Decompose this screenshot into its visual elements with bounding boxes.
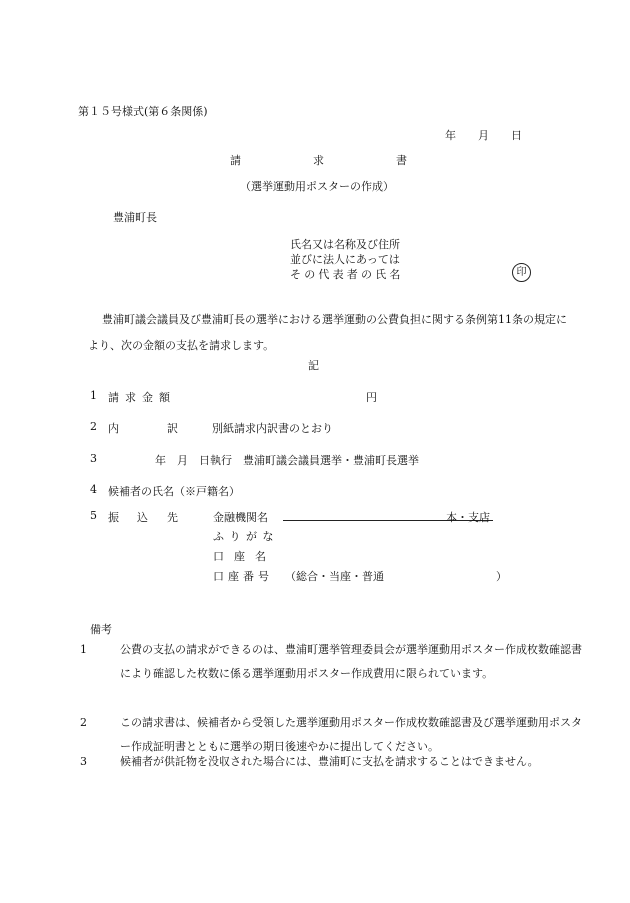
account-type-options: （総合・当座・普通 <box>285 570 384 583</box>
notes-heading: 備考 <box>90 623 112 636</box>
note-3-text: 候補者が供託物を没収された場合には、豊浦町に支払を請求することはできません。 <box>120 755 539 768</box>
note-2-text: この請求書は、候補者から受領した選挙運動用ポスター作成枚数確認書及び選挙運動用ポスター作成証明書とともに選挙の期日後速やかに提出してください。 <box>120 716 582 753</box>
item-1-number: 1 <box>90 389 97 402</box>
item-2-label-a: 内 <box>108 422 119 435</box>
item-2-number: 2 <box>90 420 97 433</box>
date-day: 日 <box>511 129 522 142</box>
request-body-text: 豊浦町議会議員及び豊浦町長の選挙における選挙運動の公費負担に関する条例第11条の規定により、次の金額の支払を請求します。 <box>88 313 567 352</box>
item-5-label-b: 込 <box>137 511 148 524</box>
item-2-label-b: 訳 <box>167 422 178 435</box>
applicant-line-3: その代表者の氏名 <box>290 268 404 281</box>
form-number: 第１５号様式(第６条関係) <box>78 105 208 118</box>
account-type-close: ） <box>496 570 507 583</box>
item-5-label-c: 先 <box>167 511 178 524</box>
title-char-3: 書 <box>396 154 407 167</box>
account-name-label: 口座名 <box>213 550 276 563</box>
document-subtitle: （選挙運動用ポスターの作成） <box>240 180 394 193</box>
note-1-text: 公費の支払の請求ができるのは、豊浦町選挙管理委員会が選挙運動用ポスター作成枚数確認書により確認した枚数に係る選挙運動用ポスター作成費用に限られています。 <box>120 643 582 680</box>
date-year: 年 <box>445 129 456 142</box>
applicant-line-2: 並びに法人にあっては <box>290 253 400 266</box>
date-month: 月 <box>478 129 489 142</box>
item-2-text: 別紙請求内訳書のとおり <box>212 422 333 435</box>
ki-heading: 記 <box>308 359 319 372</box>
item-4-number: 4 <box>90 483 97 496</box>
title-char-2: 求 <box>313 154 324 167</box>
note-2-number: 2 <box>80 716 87 729</box>
note-3-number: 3 <box>80 755 87 768</box>
item-5-number: 5 <box>90 509 97 522</box>
applicant-line-1: 氏名又は名称及び住所 <box>290 238 400 251</box>
item-4-text: 候補者の氏名（※戸籍名） <box>108 485 240 498</box>
account-number-label: 口座番号 <box>213 570 273 583</box>
note-1-number: 1 <box>80 643 87 656</box>
bank-name-label: 金融機関名 <box>213 511 268 524</box>
seal-mark: 印 <box>512 263 531 282</box>
document-title <box>230 152 407 168</box>
item-1-label: 請求金額 <box>108 391 176 404</box>
item-3-number: 3 <box>90 452 97 465</box>
note-1 <box>80 638 590 686</box>
title-char-1: 請 <box>230 154 241 167</box>
note-3 <box>80 750 590 774</box>
item-1-unit: 円 <box>366 391 377 404</box>
furigana-label: ふりがな <box>213 530 279 543</box>
bank-branch-label: 本・支店 <box>446 511 490 524</box>
addressee: 豊浦町長 <box>113 211 157 224</box>
item-5-label-a: 振 <box>108 511 119 524</box>
item-3-text: 年 月 日執行 豊浦町議会議員選挙・豊浦町長選挙 <box>155 454 419 467</box>
date-line <box>445 127 522 143</box>
